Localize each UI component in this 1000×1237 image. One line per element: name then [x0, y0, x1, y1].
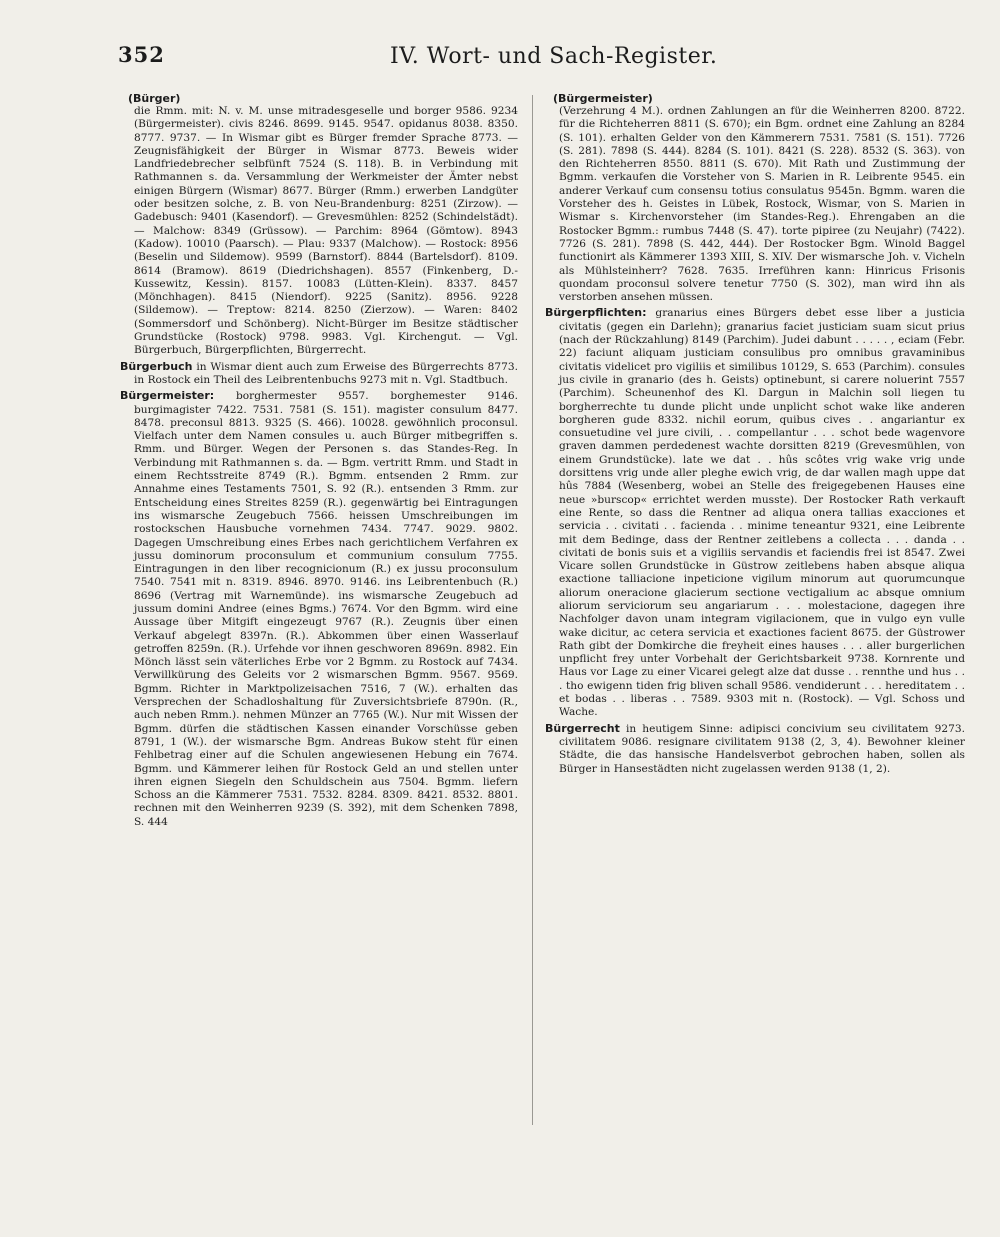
running-head-left: (Bürger)	[128, 92, 181, 105]
entry-lemma: Bürgermeister:	[120, 389, 215, 403]
register-entry	[545, 306, 965, 719]
column-divider	[532, 95, 533, 1125]
entry-text: borghermester 9557. borghemester 9146. burgimagister 7422. 7531. 7581 (S. 151). magister consulum 8477. 8478. preconsul 8813. 9325 (S. 466). 10028. gewöhnlich proconsul. Vielfach unter dem Namen consules u. auch Bürger mitbegriffen s. Rmm. und Bürger. Wegen der Personen s. das Standes-Reg. In Verbindung mit Rathmannen s. da. — Bgm. vertritt Rmm. und Stadt in einem Rechtsstreite 8749 (R.). Bgmm. entsenden 2 Rmm. zur Annahme eines Testaments 7501, S. 92 (R.). entsenden 3 Rmm. zur Entscheidung eines Streites 8259 (R.). gegenwärtig bei Eintragungen ins wismarsche Zeugebuch 7566. heissen Umschreibungen im rostockschen Hausbuche vornehmen 7434. 7747. 9029. 9802. Dagegen Umschreibung eines Erbes nach gerichtlichem Verfahren ex jussu dominorum proconsulum et communium consulum 7755. Eintragungen in den liber recognicionum (R.) ex jussu proconsulum 7540. 7541 mit n. 8319. 8946. 8970. 9146. ins Leibrentenbuch (R.) 8696 (Vertrag mit Warnemünde). ins wismarsche Zeugebuch ad jussum domini Andree (eines Bgms.) 7674. Vor den Bgmm. wird eine Aussage über Mitgift eingezeugt 9767 (R.). Zeugnis über einen Verkauf abgelegt 8397n. (R.). Abkommen über einen Wasserlauf getroffen 8259n. (R.). Urfehde vor ihnen geschworen 8969n. 8982. Ein Mönch lässt sein väterliches Erbe vor 2 Bgmm. zu Rostock auf 7434. Verwillkürung des Geleits vor 2 wismarschen Bgmm. 9567. 9569. Bgmm. Richter in Marktpolizeisachen 7516, 7 (W.). erhalten das Versprechen der Schadloshaltung für Zuversichtsbriefe 8790n. (R., auch neben Rmm.). nehmen Münzer an 7765 (W.). Nur mit Wissen der Bgmm. dürfen die städtischen Kassen einander Vorschüsse geben 8791, 1 (W.). der wismarsche Bgm. Andreas Bukow steht für einen Fehlbetrag einer auf die Schulen angewiesenen Hebung ein 7674. Bgmm. und Kämmerer leihen für Rostock Geld an und stellen unter ihren eignen Siegeln den Schuldschein aus 7504. Bgmm. liefern Schoss an die Kämmerer 7531. 7532. 8284. 8309. 8421. 8532. 8801. rechnen mit den Weinherren 9239 (S. 392), mit dem Schenken 7898, S. 444	[134, 390, 518, 828]
entry-lemma: Bürgerrecht	[545, 721, 620, 735]
page-number: 352	[118, 42, 165, 67]
entry-text: in Wismar dient auch zum Erweise des Bürgerrechts 8773. in Rostock ein Theil des Leibrentenbuchs 9273 mit n. Vgl. Stadtbuch.	[134, 360, 518, 386]
register-entry	[120, 360, 518, 388]
register-entry	[545, 722, 965, 776]
left-column	[120, 92, 518, 831]
register-entry-continuation	[545, 105, 965, 304]
entry-text: die Rmm. mit: N. v. M. unse mitradesgeselle und borger 9586. 9234 (Bürgermeister). civis 8246. 8699. 9145. 9547. opidanus 8038. 8350. 8777. 9737. — In Wismar gibt es Bürger fremder Sprache 8773. — Zeugnisfähigkeit der Bürger in Wismar 8773. Beweis wider Landfriedebrecher selbfünft 7524 (S. 118). B. in Verbindung mit Rathmannen s. da. Versammlung der Werkmeister der Ämter nebst einigen Bürgern (Wismar) 8677. Bürger (Rmm.) erwerben Landgüter oder besitzen solche, z. B. von Neu-Brandenburg: 8251 (Zirzow). — Gadebusch: 9401 (Kasendorf). — Grevesmühlen: 8252 (Schindelstädt). — Malchow: 8349 (Grüssow). — Parchim: 8964 (Gömtow). 8943 (Kadow). 10010 (Paarsch). — Plau: 9337 (Malchow). — Rostock: 8956 (Beselin und Sildemow). 9599 (Barnstorf). 8844 (Bartelsdorf). 8109. 8614 (Bramow). 8619 (Diedrichshagen). 8557 (Finkenberg, D.-Kussewitz, Kessin). 8157. 10083 (Lütten-Klein). 8337. 8457 (Mönchhagen). 8415 (Niendorf). 9225 (Sanitz). 8956. 9228 (Sildemow). — Treptow: 8214. 8250 (Zierzow). — Waren: 8402 (Sommersdorf und Schönberg). Nicht-Bürger im Besitze städtischer Grundstücke (Rostock) 9798. 9983. Vgl. Kirchengut. — Vgl. Bürgerbuch, Bürgerpflichten, Bürgerrecht.	[134, 105, 518, 357]
entry-text: in heutigem Sinne: adipisci concivium seu civilitatem 9273. civilitatem 9086. resignare civilitatem 9138 (2, 3, 4). Bewohner kleiner Städte, die das hansische Handelsverbot gebrochen haben, sollen als Bürger in Hansestädten nicht zugelassen werden 9138 (1, 2).	[559, 722, 965, 775]
entry-lemma: Bürgerpflichten:	[545, 306, 647, 320]
entry-text: (Verzehrung 4 M.). ordnen Zahlungen an für die Weinherren 8200. 8722. für die Richteherren 8811 (S. 670); ein Bgm. ordnet eine Zahlung an 8284 (S. 101). erhalten Gelder von den Kämmerern 7531. 7581 (S. 151). 7726 (S. 281). 7898 (S. 444). 8284 (S. 101). 8421 (S. 228). 8532 (S. 363). von den Richteherren 8550. 8811 (S. 670). Mit Rath und Zustimmung der Bgmm. verkaufen die Vorsteher von S. Marien in R. Leibrente 9545. ein anderer Verkauf cum consensu totius consulatus 9545n. Bgmm. waren die Vorsteher des h. Geistes in Lübek, Rostock, Wismar, von S. Marien in Wismar s. Kirchenvorsteher (im Standes-Reg.). Ehrengaben an die Rostocker Bgmm.: rumbus 7448 (S. 47). torte pipiree (zu Neujahr) (7422). 7726 (S. 281). 7898 (S. 442, 444). Der Rostocker Bgm. Winold Baggel functionirt als Kämmerer 1393 XIII, S. XIV. Der wismarsche Joh. v. Vicheln als Mühlsteinherr? 7628. 7635. Irreführen kann: Hinricus Frisonis quondam proconsul solvere tenetur 7750 (S. 302), man wird ihn als verstorben ansehen müssen.	[559, 105, 965, 304]
page-header-title: IV. Wort- und Sach-Register.	[390, 44, 718, 69]
running-head-right: (Bürgermeister)	[553, 92, 653, 105]
entry-lemma: Bürgerbuch	[120, 359, 193, 373]
register-entry	[120, 389, 518, 829]
entry-text: granarius eines Bürgers debet esse liber a justicia civitatis (gegen ein Darlehn); granarius faciet justiciam suam sicut prius (nach der Rückzahlung) 8149 (Parchim). Judei dabunt . . . . . , eciam (Febr. 22) faciunt aliquam justiciam consulibus pro omnibus gravaminibus civitatis videlicet pro vigiliis et similibus 10129, S. 653 (Parchim). consules jus civile in granario (des h. Geists) optinebunt, si carere noluerint 7557 (Parchim). Scheunenhof des Kl. Dargun in Malchin soll liegen tu borgherrechte tu dunde plicht unde unplicht schot wake like anderen borgheren gude 8332. nichil eorum, quibus cives . . angariantur ex consuetudine vel jure civili, . . compellantur . . . schot bede wagenvore graven dammen perdedenest wachte dorsitten 8219 (Grevesmühlen, von einem Grundstücke). late we dat . . hûs scôtes vrig wake vrig unde dorsittens vrig unde aller pleghe ewich vrig, de dar wallen magh uppe dat hûs 7884 (Wesenberg, wobei an Stelle des freigegebenen Hauses eine neue »burscop« errichtet werden musste). Der Rostocker Rath verkauft eine Rente, so dass die Rentner ad aliqua onera tallias exacciones et servicia . . civitati . . facienda . . minime teneantur 9321, eine Leibrente mit dem Bedinge, dass der Rentner zeitlebens a collecta . . . danda . . civitati de bonis suis et a vigiliis servandis et faciendis frei ist 8547. Zwei Vicare sollen Grundstücke in Güstrow zeitlebens haben absque aliqua exactione talliacione inpeticione vigilum minorum aut quorumcunque aliorum oneracione glacierum sectione vectigalium ac absque omnium aliorum serviciorum seu angariarum . . . molestacione, dagegen ihre Nachfolger davon unam integram vigilacionem, que in vulgo eyn vulle wake dicitur, ac cetera servicia et exactiones facient 8675. der Güstrower Rath gibt der Domkirche die freyheit eines hauses . . . aller burgerlichen unpflicht frey unter Vorbehalt der Gerichtsbarkeit 9738. Kornrente und Haus vor Lage zu einer Vicarei gelegt alze dat dusse . . rennthe und hus . . . tho ewigenn tiden frig bliven schall 9586. vendiderunt . . . hereditatem . . et bodas . . liberas . . 7589. 9303 mit n. (Rostock). — Vgl. Schoss und Wache.	[559, 307, 965, 719]
right-column	[545, 92, 965, 778]
register-entry-continuation	[120, 105, 518, 358]
